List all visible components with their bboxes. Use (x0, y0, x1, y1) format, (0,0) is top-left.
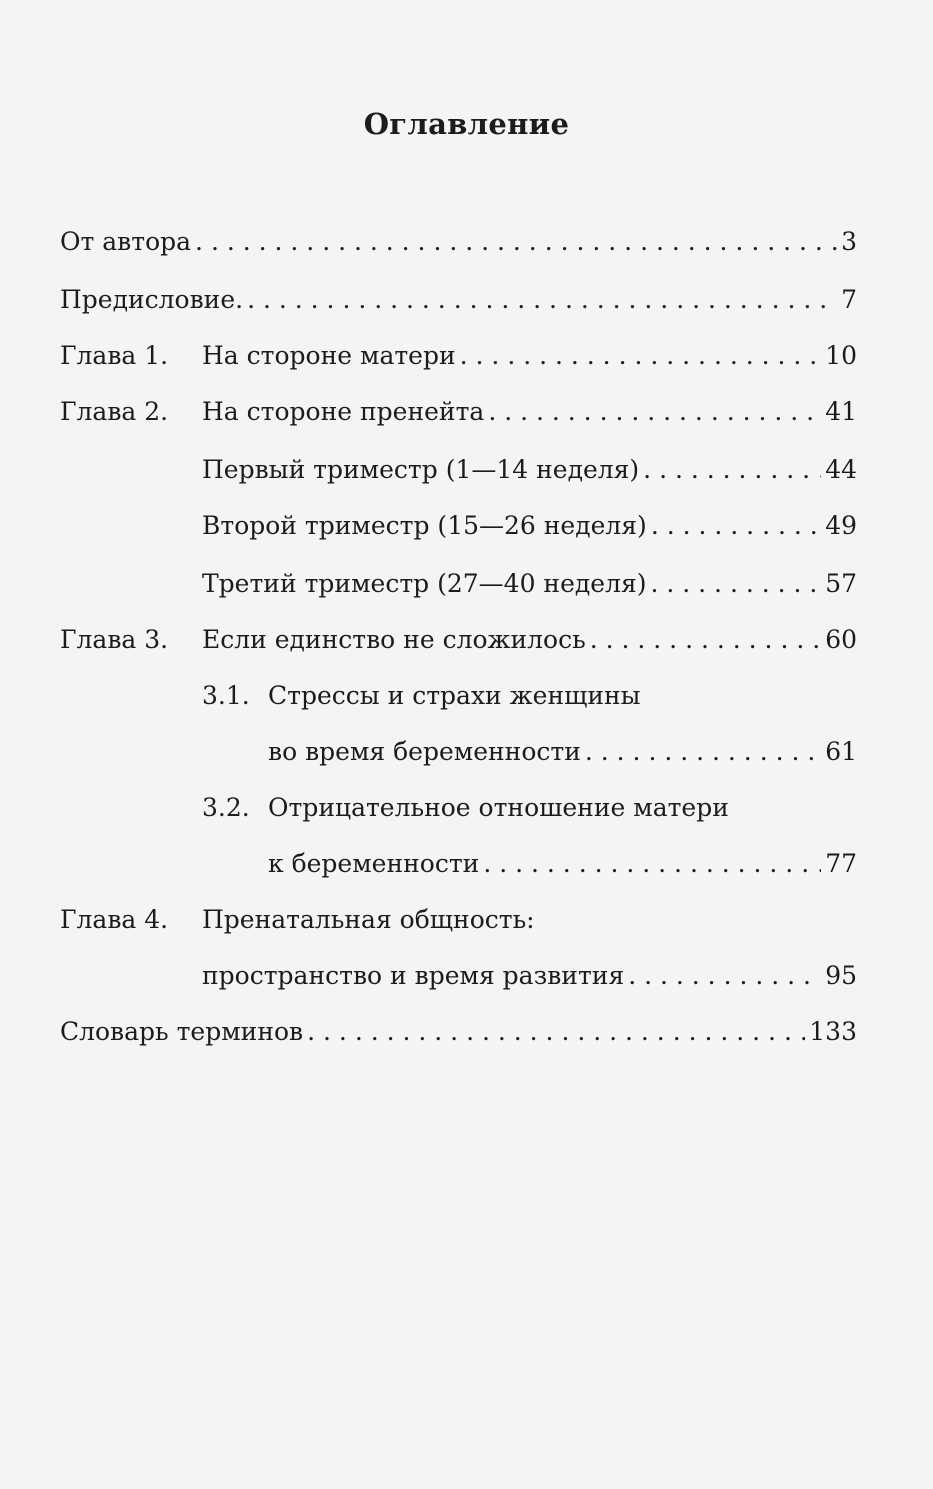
toc-entry-line (60, 900, 535, 940)
toc-entry-title: На стороне матери (202, 341, 456, 370)
dot-leader (488, 392, 821, 432)
toc-entry (202, 956, 857, 996)
dot-leader (590, 620, 821, 660)
toc-entry-title: к беременности (268, 849, 480, 878)
toc-entry-page: 95 (825, 961, 857, 990)
toc-entry-title: Отрицательное отношение матери (268, 793, 729, 822)
dot-leader (460, 336, 822, 376)
chapter-number: Глава 1. (60, 341, 169, 370)
dot-leader (585, 732, 821, 772)
toc-entry (60, 620, 857, 660)
toc-entry-title: Пренатальная общность: (202, 905, 535, 934)
section-number: 3.1. (202, 681, 250, 710)
toc-entry-page: 60 (825, 625, 857, 654)
toc-entry-title: Если единство не сложилось (202, 625, 586, 654)
toc-entry-line (202, 676, 641, 716)
toc-entry-line (202, 788, 729, 828)
toc-entry (60, 336, 857, 376)
toc-entry-page: 61 (825, 737, 857, 766)
toc-entry-page: 133 (809, 1017, 857, 1046)
dot-leader (651, 506, 821, 546)
toc-entry-page: 57 (825, 569, 857, 598)
toc-entry-page: 44 (825, 455, 857, 484)
toc-entry-page: 41 (825, 397, 857, 426)
dot-leader (247, 280, 837, 320)
toc-entry-title: Первый триместр (1—14 неделя) (202, 455, 640, 484)
toc-entry-title: Словарь терминов (60, 1017, 304, 1046)
toc-entry (202, 564, 857, 604)
dot-leader (195, 222, 837, 262)
dot-leader (483, 844, 821, 884)
toc-entry-page: 3 (841, 227, 857, 256)
toc-entry-title: во время беременности (268, 737, 581, 766)
toc-entry (268, 844, 857, 884)
toc-entry-title: Предисловие. (60, 285, 244, 314)
toc-entry (60, 1012, 857, 1052)
toc-entry-title: пространство и время развития (202, 961, 625, 990)
toc-entry (202, 450, 857, 490)
toc-entry-page: 10 (825, 341, 857, 370)
dot-leader (628, 956, 821, 996)
chapter-number: Глава 2. (60, 397, 169, 426)
toc-entry (60, 392, 857, 432)
dot-leader (307, 1012, 805, 1052)
chapter-number: Глава 3. (60, 625, 169, 654)
toc-entry (268, 732, 857, 772)
dot-leader (650, 564, 821, 604)
chapter-number: Глава 4. (60, 905, 169, 934)
section-number: 3.2. (202, 793, 250, 822)
toc-entry (60, 222, 857, 262)
dot-leader (643, 450, 821, 490)
toc-entry-title: На стороне пренейта (202, 397, 485, 426)
toc-entry-title: От автора (60, 227, 192, 256)
page-title: Оглавление (363, 107, 570, 141)
toc-entry (60, 280, 857, 320)
toc-entry (202, 506, 857, 546)
toc-entry-page: 7 (841, 285, 857, 314)
toc-entry-title: Третий триместр (27—40 неделя) (202, 569, 647, 598)
toc-entry-title: Второй триместр (15—26 неделя) (202, 511, 647, 540)
toc-entry-page: 49 (825, 511, 857, 540)
toc-entry-page: 77 (825, 849, 857, 878)
toc-entry-title: Стрессы и страхи женщины (268, 681, 641, 710)
